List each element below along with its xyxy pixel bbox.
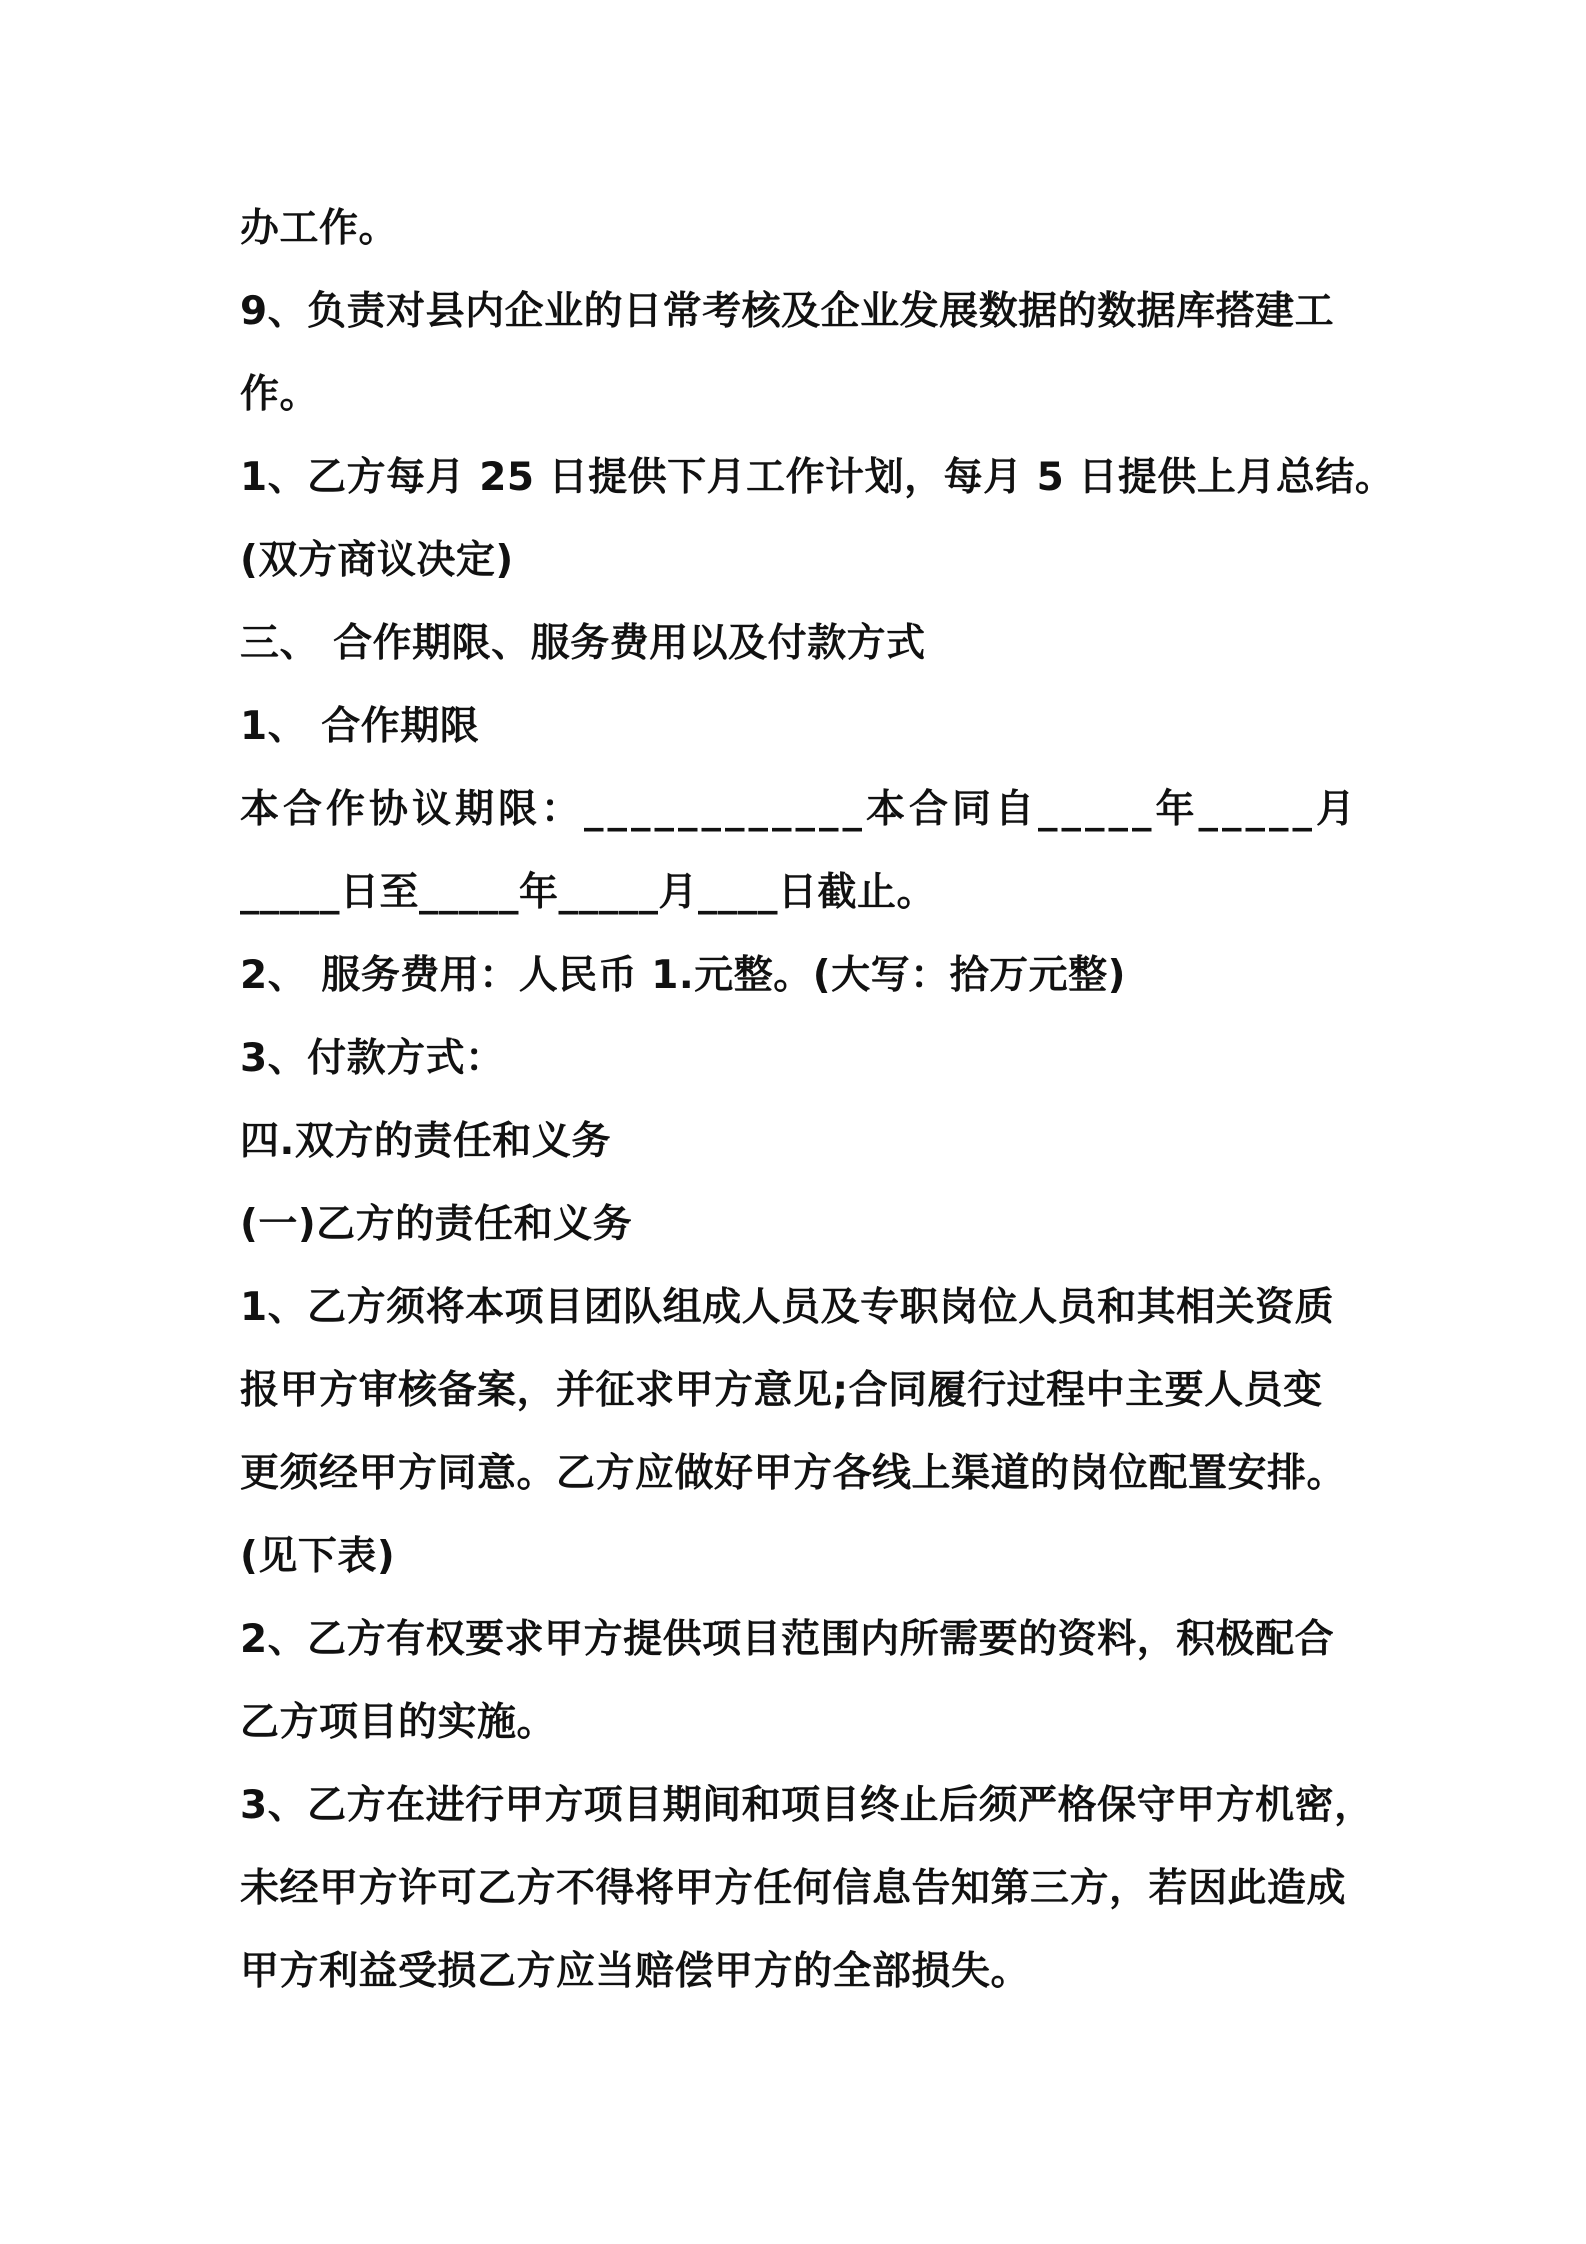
text-line: 未经甲方许可乙方不得将甲方任何信息告知第三方，若因此造成 (240, 1866, 1347, 1911)
text-line: 报甲方审核备案，并征求甲方意见;合同履行过程中主要人员变 (240, 1368, 1323, 1413)
section-heading: 三、 合作期限、服务费用以及付款方式 (240, 621, 926, 666)
text-line: (见下表) (240, 1534, 396, 1579)
text-line: 3、付款方式： (240, 1036, 505, 1081)
text-line: 本合作协议期限：____________本合同自_____年_____月 (240, 787, 1360, 832)
text-line: _____日至_____年_____月____日截止。 (240, 870, 937, 915)
text-line: 办工作。 (240, 206, 399, 251)
text-line: 作。 (240, 372, 320, 417)
subsection-heading: (一)乙方的责任和义务 (240, 1202, 633, 1247)
text-line: 2、乙方有权要求甲方提供项目范围内所需要的资料，积极配合 (240, 1617, 1335, 1662)
text-line: 甲方利益受损乙方应当赔偿甲方的全部损失。 (240, 1949, 1031, 1994)
text-line: 1、乙方每月 25 日提供下月工作计划，每月 5 日提供上月总结。 (240, 455, 1395, 500)
text-line: 更须经甲方同意。乙方应做好甲方各线上渠道的岗位配置安排。 (240, 1451, 1347, 1496)
text-line: 2、 服务费用：人民币 1.元整。(大写：拾万元整) (240, 953, 1126, 998)
text-line: 1、乙方须将本项目团队组成人员及专职岗位人员和其相关资质 (240, 1285, 1335, 1330)
text-line: 9、负责对县内企业的日常考核及企业发展数据的数据库搭建工 (240, 289, 1335, 334)
text-line: 3、乙方在进行甲方项目期间和项目终止后须严格保守甲方机密， (240, 1783, 1374, 1828)
text-line: (双方商议决定) (240, 538, 514, 583)
subsection-heading: 1、 合作期限 (240, 704, 480, 749)
section-heading: 四.双方的责任和义务 (240, 1119, 611, 1164)
text-line: 乙方项目的实施。 (240, 1700, 557, 1745)
